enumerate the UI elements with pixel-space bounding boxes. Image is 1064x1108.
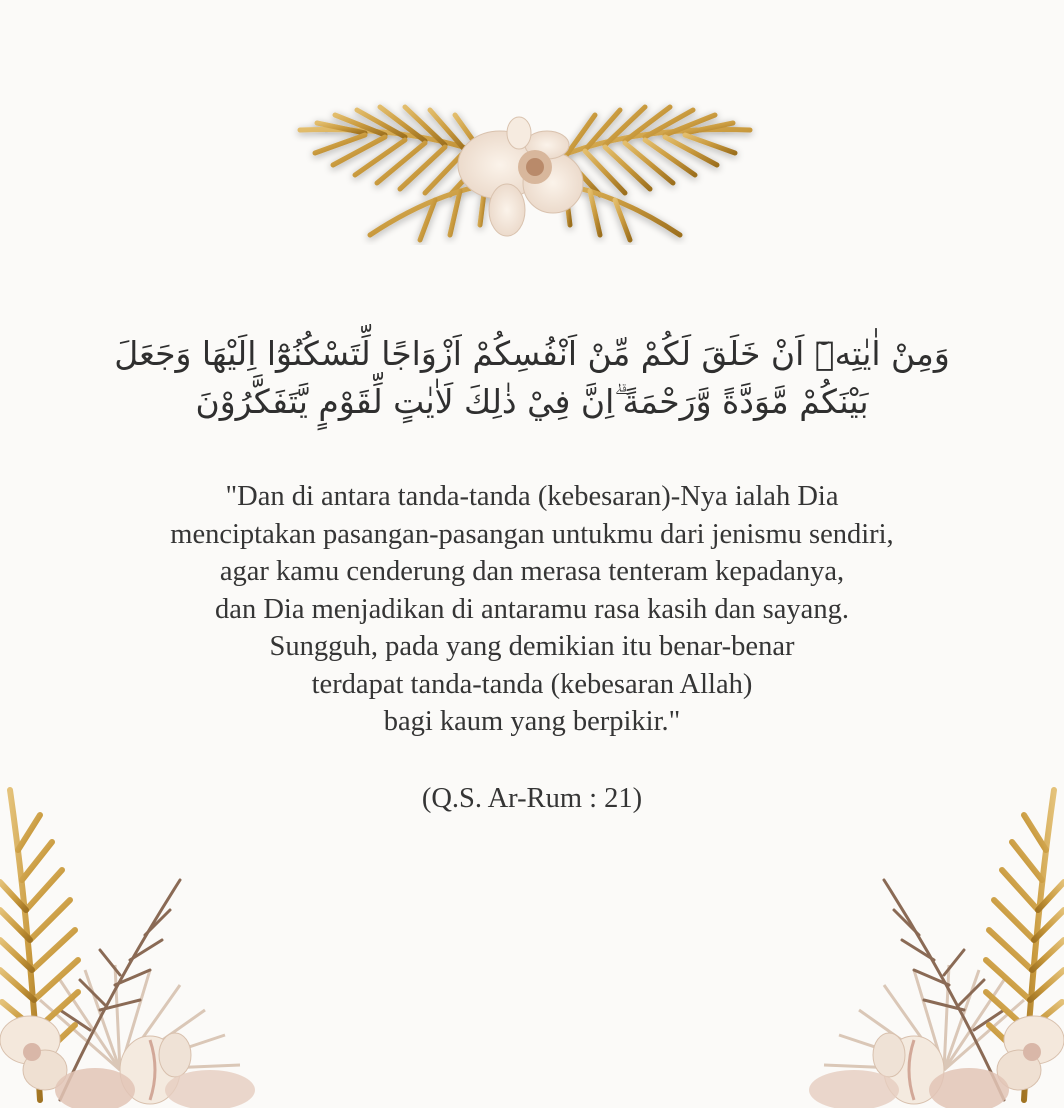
verse-translation	[82, 478, 982, 741]
translation-line: menciptakan pasangan-pasangan untukmu dari jenismu sendiri,	[170, 518, 894, 550]
translation-line: "Dan di antara tanda-tanda (kebesaran)-Nya ialah Dia	[225, 481, 839, 512]
translation-line: dan Dia menjadikan di antaramu rasa kasih dan sayang.	[215, 593, 849, 625]
orchid-flower	[458, 117, 583, 236]
top-floral-ornament	[285, 85, 765, 245]
translation-line: terdapat tanda-tanda (kebesaran Allah)	[311, 668, 753, 700]
verse-reference: (Q.S. Ar-Rum : 21)	[421, 783, 643, 814]
arabic-line: وَمِنْ اٰيٰتِهٖٓ اَنْ خَلَقَ لَكُمْ مِّنْ اَنْفُسِكُمْ اَزْوَاجًا لِّتَسْكُنُوْٓا اِلَيْهَا وَجَعَلَ	[114, 334, 950, 373]
bottom-right-floral-ornament	[764, 770, 1064, 1108]
arabic-verse	[100, 330, 964, 426]
translation-line: agar kamu cenderung dan merasa tenteram kepadanya,	[219, 556, 845, 587]
bottom-left-floral-ornament	[0, 770, 300, 1108]
arabic-line: بَيْنَكُمْ مَّوَدَّةً وَّرَحْمَةً ۗاِنَّ فِيْ ذٰلِكَ لَاٰيٰتٍ لِّقَوْمٍ يَّتَفَكَّرُوْنَ	[195, 382, 869, 421]
translation-line: bagi kaum yang berpikir."	[383, 706, 681, 737]
translation-line: Sungguh, pada yang demikian itu benar-benar	[269, 631, 795, 662]
